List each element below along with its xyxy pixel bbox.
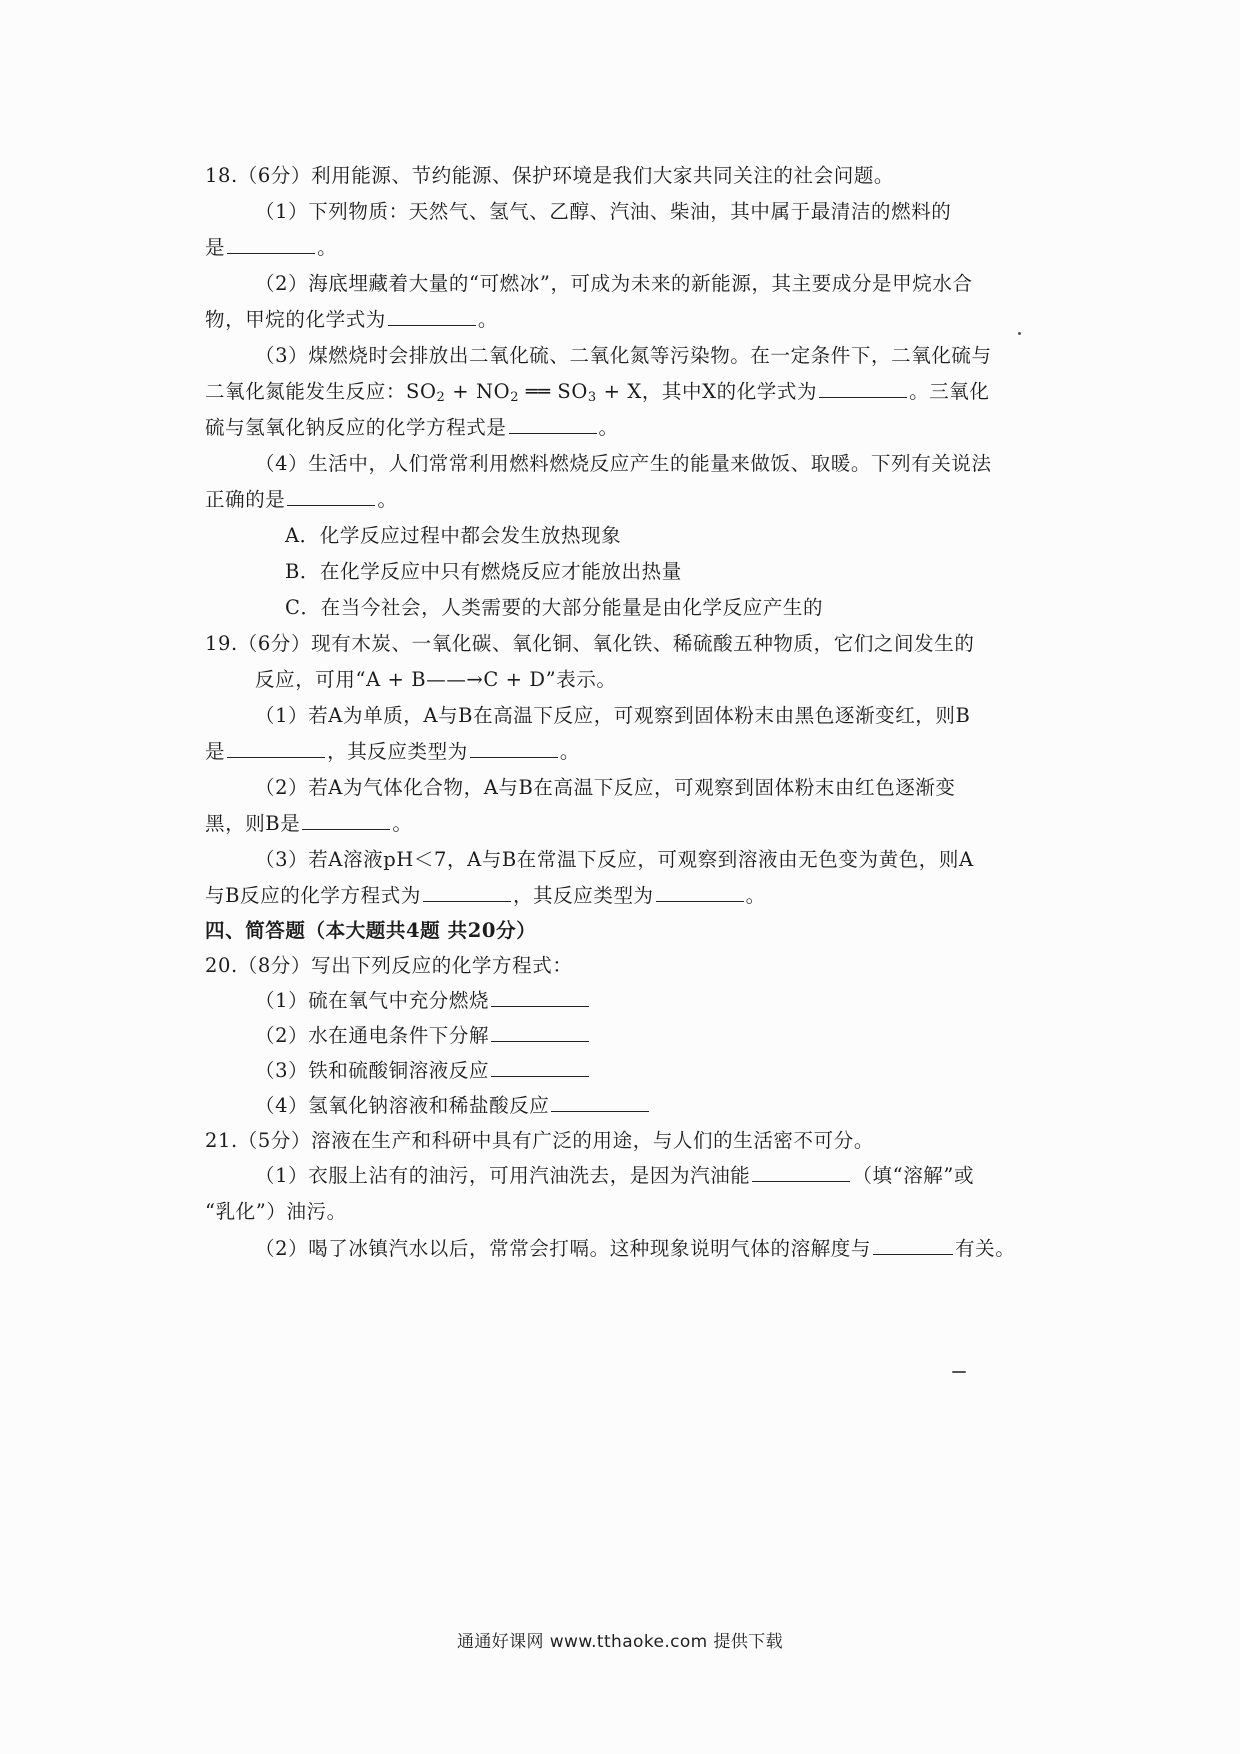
q18-part2-end: 。 — [477, 308, 499, 331]
q18-part4-line1: （4）生活中，人们常常利用燃料燃烧反应产生的能量来做饭、取暖。下列有关说法 — [255, 452, 992, 475]
q18-part1-end: 。 — [317, 236, 338, 259]
q18-part3-line3 — [205, 415, 619, 441]
q21-part1a-text: （1）衣服上沾有的油污，可用汽油洗去，是因为汽油能 — [255, 1164, 751, 1187]
q18-part1-text: 是 — [205, 236, 226, 259]
q18-part3-eq-d: + X，其中X的化学式为 — [596, 380, 818, 403]
q18-part3-line2 — [205, 379, 990, 405]
q18-part4b-text: 正确的是 — [205, 488, 286, 511]
q19-part3b-text: 与B反应的化学方程式为 — [205, 884, 421, 907]
q21-part1-line2: “乳化”）油污。 — [205, 1200, 347, 1223]
q19-part2-line2 — [205, 811, 412, 837]
q18-part4b-end: 。 — [377, 488, 398, 511]
q19-part3b-end: 。 — [745, 884, 766, 907]
q18-sub-1: 2 — [436, 390, 446, 405]
q21-heading: 21.（5分）溶液在生产和科研中具有广泛的用途，与人们的生活密不可分。 — [205, 1129, 874, 1152]
scan-speck — [1018, 332, 1021, 335]
q19-heading-line2: 反应，可用“A + B——→C + D”表示。 — [255, 668, 617, 691]
q21-blank-1[interactable] — [752, 1163, 850, 1182]
q18-part1-line2 — [205, 235, 337, 261]
q18-part1-line1: （1）下列物质：天然气、氢气、乙醇、汽油、柴油，其中属于最清洁的燃料的 — [255, 200, 952, 223]
q19-part1-line1: （1）若A为单质，A与B在高温下反应，可观察到固体粉末由黑色逐渐变红，则B — [255, 704, 971, 727]
q18-sub-3: 3 — [587, 390, 597, 405]
section-4-title: 四、简答题（本大题共4题 共20分） — [205, 919, 537, 942]
q18-option-b: B．在化学反应中只有燃烧反应才能放出热量 — [285, 560, 682, 583]
q20-item-1-text: （1）硫在氧气中充分燃烧 — [255, 989, 490, 1012]
q18-part2-text: 物，甲烷的化学式为 — [205, 308, 386, 331]
q18-blank-4[interactable] — [509, 415, 597, 434]
q18-sub-2: 2 — [510, 390, 520, 405]
q18-part2-line1: （2）海底埋藏着大量的“可燃冰”，可成为未来的新能源，其主要成分是甲烷水合 — [255, 272, 973, 295]
q19-part3-line2 — [205, 883, 766, 909]
q19-part3b-mid: ，其反应类型为 — [512, 884, 654, 907]
q20-blank-1[interactable] — [491, 988, 589, 1007]
page-footer: 通通好课网 www.tthaoke.com 提供下载 — [456, 1632, 784, 1652]
q18-part3-eq-b: + NO — [445, 380, 511, 403]
q19-blank-4[interactable] — [423, 883, 511, 902]
q21-part2 — [255, 1236, 1015, 1262]
q18-blank-1[interactable] — [227, 235, 315, 254]
q19-blank-5[interactable] — [656, 883, 744, 902]
q18-part3-eq-c: ══ SO — [519, 380, 588, 403]
q18-part4-line2 — [205, 487, 398, 513]
q19-part1b-mid: ，其反应类型为 — [327, 740, 468, 763]
q21-blank-2[interactable] — [873, 1236, 953, 1255]
q20-item-4 — [255, 1093, 651, 1119]
q19-part1b-end: 。 — [559, 740, 580, 763]
q21-part2-text: （2）喝了冰镇汽水以后，常常会打嗝。这种现象说明气体的溶解度与 — [255, 1237, 872, 1260]
q18-heading: 18.（6分）利用能源、节约能源、保护环境是我们大家共同关注的社会问题。 — [205, 164, 895, 187]
q20-item-4-text: （4）氢氧化钠溶液和稀盐酸反应 — [255, 1094, 550, 1117]
q18-blank-5[interactable] — [287, 487, 375, 506]
q20-item-2 — [255, 1023, 591, 1049]
q19-blank-3[interactable] — [302, 811, 390, 830]
q18-option-a: A．化学反应过程中都会发生放热现象 — [285, 524, 622, 547]
q21-part1-line1 — [255, 1163, 974, 1189]
q18-part2-line2 — [205, 307, 498, 333]
q19-blank-1[interactable] — [227, 739, 325, 758]
q18-part3-eq-end: 。三氧化 — [909, 380, 990, 403]
q21-part1a-end: （填“溶解”或 — [852, 1164, 975, 1187]
q19-part2b-text: 黑，则B是 — [205, 812, 301, 835]
q19-part2-line1: （2）若A为气体化合物，A与B在高温下反应，可观察到固体粉末由红色逐渐变 — [255, 776, 956, 799]
q21-part2-end: 有关。 — [955, 1237, 1016, 1260]
q19-heading: 19.（6分）现有木炭、一氧化碳、氧化铜、氧化铁、稀硫酸五种物质，它们之间发生的 — [205, 632, 975, 655]
q19-part2b-end: 。 — [392, 812, 413, 835]
q18-part3c-text: 硫与氢氧化钠反应的化学方程式是 — [205, 416, 507, 439]
q18-blank-3[interactable] — [819, 379, 907, 398]
q20-item-1 — [255, 988, 591, 1014]
q19-part1b-text: 是 — [205, 740, 226, 763]
q19-part3-line1: （3）若A溶液pH＜7，A与B在常温下反应，可观察到溶液由无色变为黄色，则A — [255, 848, 974, 871]
q19-blank-2[interactable] — [470, 739, 558, 758]
q20-blank-3[interactable] — [491, 1058, 589, 1077]
q18-part3-line1: （3）煤燃烧时会排放出二氧化硫、二氧化氮等污染物。在一定条件下，二氧化硫与 — [255, 344, 992, 367]
q18-part3-eq-a: 二氧化氮能发生反应：SO — [205, 380, 437, 403]
scan-speck — [952, 1371, 966, 1373]
q20-blank-2[interactable] — [491, 1023, 589, 1042]
q20-item-2-text: （2）水在通电条件下分解 — [255, 1024, 490, 1047]
q19-part1-line2 — [205, 739, 580, 765]
q18-part3c-end: 。 — [598, 416, 619, 439]
q18-blank-2[interactable] — [388, 307, 476, 326]
q20-heading: 20.（8分）写出下列反应的化学方程式： — [205, 954, 573, 977]
q18-option-c: C．在当今社会，人类需要的大部分能量是由化学反应产生的 — [285, 596, 824, 619]
q20-item-3 — [255, 1058, 591, 1084]
q20-blank-4[interactable] — [551, 1093, 649, 1112]
q20-item-3-text: （3）铁和硫酸铜溶液反应 — [255, 1059, 490, 1082]
